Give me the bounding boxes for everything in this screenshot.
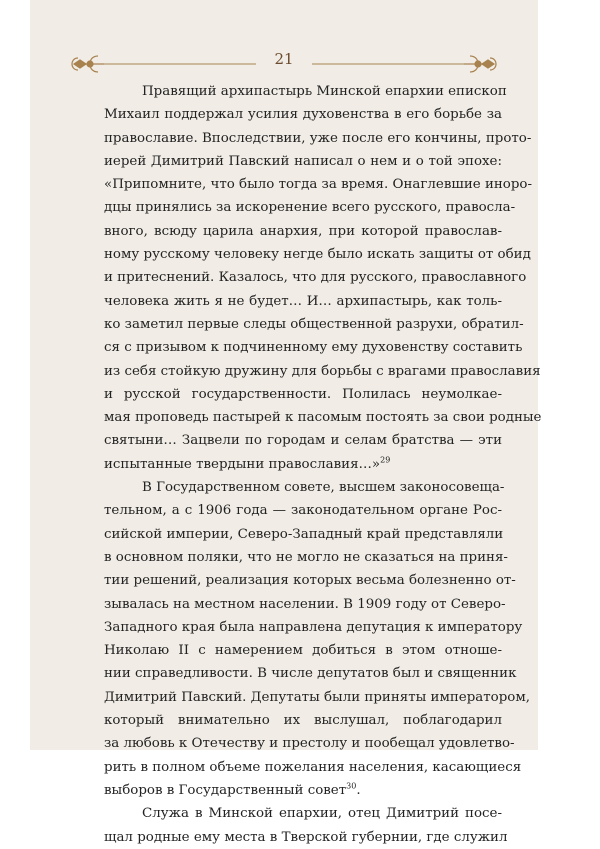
page-number: 21	[274, 50, 294, 68]
text-line: Западного края была направлена депутация к императору	[104, 619, 523, 635]
text-line: вного, всюду царила анархия, при которой православ-	[104, 223, 502, 239]
text-line: и русской государственности. Полилась неумолкае-	[104, 386, 502, 402]
text-line: рить в полном объеме пожелания населения, касающиеся	[104, 759, 522, 775]
text-line: за любовь к Отечеству и престолу и пообещал удовлетво-	[104, 736, 515, 752]
text-line: из себя стойкую дружину для борьбы с врагами православия	[104, 363, 541, 379]
text-line: человека жить я не будет… И… архипастырь, как толь-	[104, 293, 502, 309]
text-line: ко заметил первые следы общественной разрухи, обратил-	[104, 316, 524, 332]
text-line: ся с призывом к подчиненному ему духовенству составить	[104, 340, 523, 356]
text-line: выборов в Государственный совет$^{30}$.	[104, 781, 361, 798]
body-text	[104, 80, 542, 849]
text-line: тельном, а с 1906 года — законодательном органе Рос-	[104, 503, 502, 519]
text-line: Димитрий Павский. Депутаты были приняты императором,	[104, 689, 531, 705]
text-line: Николаю II с намерением добиться в этом отноше-	[104, 643, 502, 659]
text-line: зывалась на местном населении. В 1909 году от Северо-	[104, 596, 506, 612]
text-line: нии справедливости. В числе депутатов был и священник	[104, 666, 517, 682]
text-line: мая проповедь пастырей к пасомым постоять за свои родные	[104, 410, 542, 426]
text-line: дцы принялись за искоренение всего русского, правосла-	[104, 200, 516, 216]
paragraph	[104, 80, 542, 476]
text-line: Михаил поддержал усилия духовенства в его борьбе за	[104, 107, 502, 123]
trailing-punctuation: .	[356, 782, 361, 798]
text-line: Правящий архипастырь Минской епархии епископ	[142, 84, 507, 99]
paragraph	[104, 476, 531, 802]
text-line: ному русскому человеку негде было искать защиты от обид	[104, 247, 531, 263]
footnote-ref[interactable]: 29	[380, 455, 391, 465]
paragraph	[104, 802, 508, 849]
text-line: Служа в Минской епархии, отец Димитрий посе-	[142, 806, 502, 822]
book-page	[30, 0, 542, 845]
text-line: святыни… Зацвели по городам и селам братства — эти	[104, 433, 502, 449]
text-line: в основном поляки, что не могло не сказаться на приня-	[104, 549, 508, 565]
footnote-ref[interactable]: 30	[346, 781, 357, 791]
text-line: сийской империи, Северо-Западный край представляли	[104, 526, 504, 542]
text-line: иерей Димитрий Павский написал о нем и о той эпохе:	[104, 153, 502, 169]
text-line: православие. Впоследствии, уже после его кончины, прото-	[104, 130, 532, 146]
text-line: который внимательно их выслушал, поблагодарил	[104, 713, 502, 729]
page-header	[30, 44, 538, 84]
text-line: и притеснений. Казалось, что для русского, православного	[104, 270, 527, 286]
text-line: щал родные ему места в Тверской губернии, где служил	[104, 829, 508, 845]
text-line: испытанные твердыни православия…»$^{29}$	[104, 455, 391, 472]
text-line: «Припомните, что было тогда за время. Онаглевшие иноро-	[104, 177, 533, 193]
text-line: тии решений, реализация которых весьма болезненно от-	[104, 573, 516, 589]
text-line: В Государственном совете, высшем законосовеща-	[142, 480, 505, 496]
